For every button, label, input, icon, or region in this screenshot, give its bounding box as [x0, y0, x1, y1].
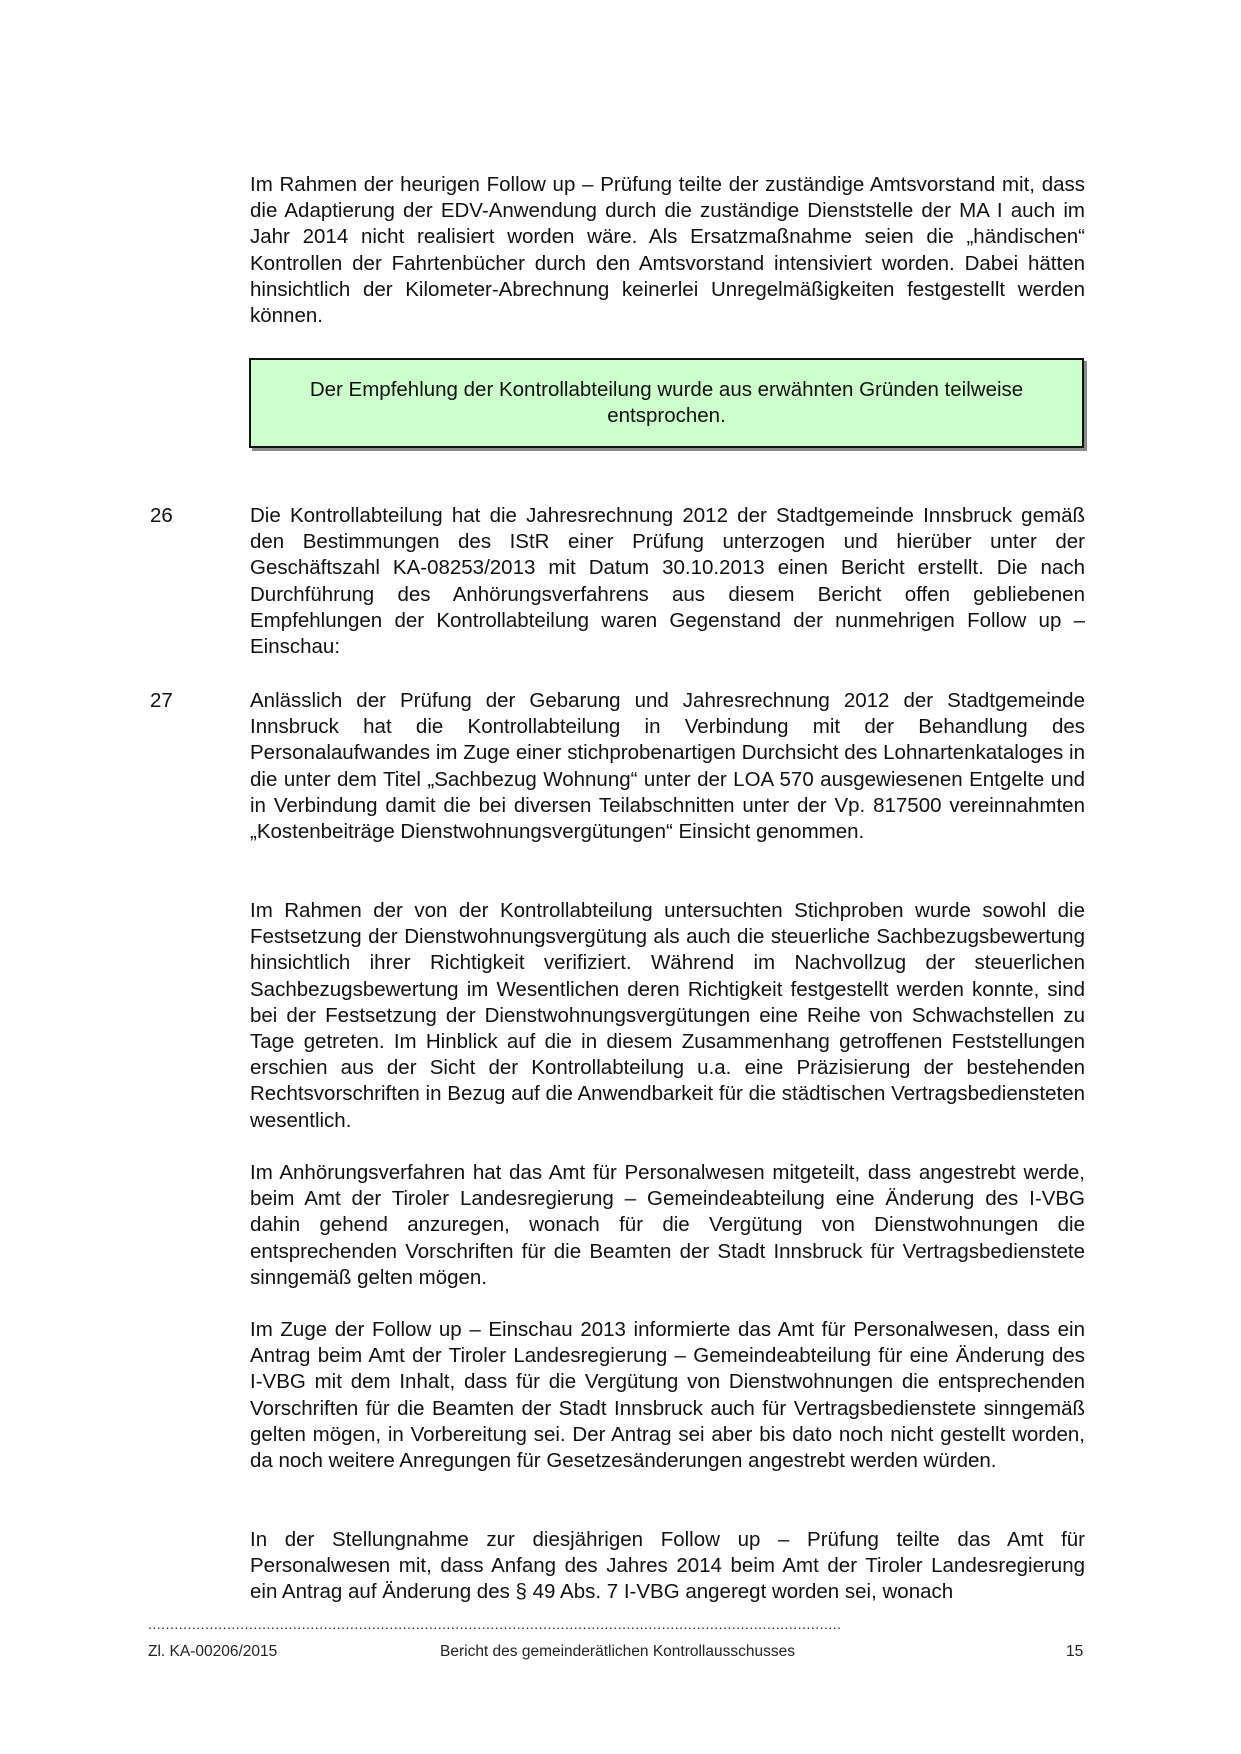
paragraph-27-a: Anlässlich der Prüfung der Gebarung und Jahresrechnung 2012 der Stadtgemeinde Innsbruck hat die Kontrollabteilung in Verbindung mit der Behandlung des Personalaufwandes im Zuge einer stichprobenartigen Durchsicht des Lohnartenkataloges in die unter dem Titel „Sachbezug Wohnung“ unter der LOA 570 ausgewiesenen Entgelte und in Verbindung damit die bei diversen Teilabschnitten unter der Vp. 817500 vereinnahmten „Kostenbeiträge Dienstwohnungsvergütungen“ Einsicht genommen.: [250, 689, 1085, 844]
paragraph-27-c: Im Anhörungsverfahren hat das Amt für Personalwesen mitgeteilt, dass angestrebt werde, beim Amt der Tiroler Landesregierung – Gemeindeabteilung eine Änderung des I-VBG dahin gehend anzuregen, wonach für die Vergütung von Dienstwohnungen die entsprechenden Vorschriften für die Beamten der Stadt Innsbruck für Vertragsbedienstete sinngemäß gelten mögen.: [250, 1161, 1085, 1289]
paragraph-number-27: 27: [150, 689, 173, 712]
recommendation-status-text: Der Empfehlung der Kontrollabteilung wurde aus erwähnten Gründen teilweise entsprochen.: [309, 377, 1024, 427]
recommendation-status-box: [249, 358, 1084, 448]
footer-reference-number: Zl. KA-00206/2015: [148, 1643, 278, 1660]
paragraph-27-b: Im Rahmen der von der Kontrollabteilung untersuchten Stichproben wurde sowohl die Festsetzung der Dienstwohnungsvergütung als auch die steuerliche Sachbezugsbewertung hinsichtlich ihrer Richtigkeit verifiziert. Während im Nachvollzug der steuerlichen Sachbezugsbewertung im Wesentlichen deren Richtigkeit festgestellt werden konnte, sind bei der Festsetzung der Dienstwohnungsvergütungen eine Reihe von Schwachstellen zu Tage getreten. Im Hinblick auf die in diesem Zusammenhang getroffenen Feststellungen erschien aus der Sicht der Kontrollabteilung u.a. eine Präzisierung der bestehenden Rechtsvorschriften in Bezug auf die Anwendbarkeit für die städtischen Vertragsbediensteten wesentlich.: [250, 899, 1085, 1132]
footer-report-title: Bericht des gemeinderätlichen Kontrollausschusses: [440, 1643, 795, 1660]
paragraph-26: Die Kontrollabteilung hat die Jahresrechnung 2012 der Stadtgemeinde Innsbruck gemäß den Bestimmungen des IStR einer Prüfung unterzogen und hierüber unter der Geschäftszahl KA-08253/2013 mit Datum 30.10.2013 einen Bericht erstellt. Die nach Durchführung des Anhörungsverfahrens aus diesem Bericht offen gebliebenen Empfehlungen der Kontrollabteilung waren Gegenstand der nunmehrigen Follow up – Einschau:: [250, 504, 1085, 659]
footer-dotted-rule: ..............................................................................................................................................................: [148, 1617, 842, 1631]
paragraph-27-e: In der Stellungnahme zur diesjährigen Follow up – Prüfung teilte das Amt für Personalwesen mit, dass Anfang des Jahres 2014 beim Amt der Tiroler Landesregierung ein Antrag auf Änderung des § 49 Abs. 7 I-VBG angeregt worden sei, wonach: [250, 1528, 1085, 1604]
paragraph-27-d: Im Zuge der Follow up – Einschau 2013 informierte das Amt für Personalwesen, dass ein Antrag beim Amt der Tiroler Landesregierung – Gemeindeabteilung für eine Änderung des I-VBG mit dem Inhalt, dass für die Vergütung von Dienstwohnungen die entsprechenden Vorschriften für die Beamten der Stadt Innsbruck auch für Vertragsbedienstete sinngemäß gelten mögen, in Vorbereitung sei. Der Antrag sei aber bis dato noch nicht gestellt worden, da noch weitere Anregungen für Gesetzesänderungen angestrebt werden würden.: [250, 1318, 1085, 1473]
footer-page-number: 15: [1066, 1643, 1084, 1660]
paragraph-intro: Im Rahmen der heurigen Follow up – Prüfung teilte der zuständige Amtsvorstand mit, dass die Adaptierung der EDV-Anwendung durch die zuständige Dienststelle der MA I auch im Jahr 2014 nicht realisiert worden wäre. Als Ersatzmaßnahme seien die „händischen“ Kontrollen der Fahrtenbücher durch den Amtsvorstand intensiviert worden. Dabei hätten hinsichtlich der Kilometer-Abrechnung keinerlei Unregelmäßigkeiten festgestellt werden können.: [250, 173, 1085, 328]
paragraph-number-26: 26: [150, 504, 173, 527]
